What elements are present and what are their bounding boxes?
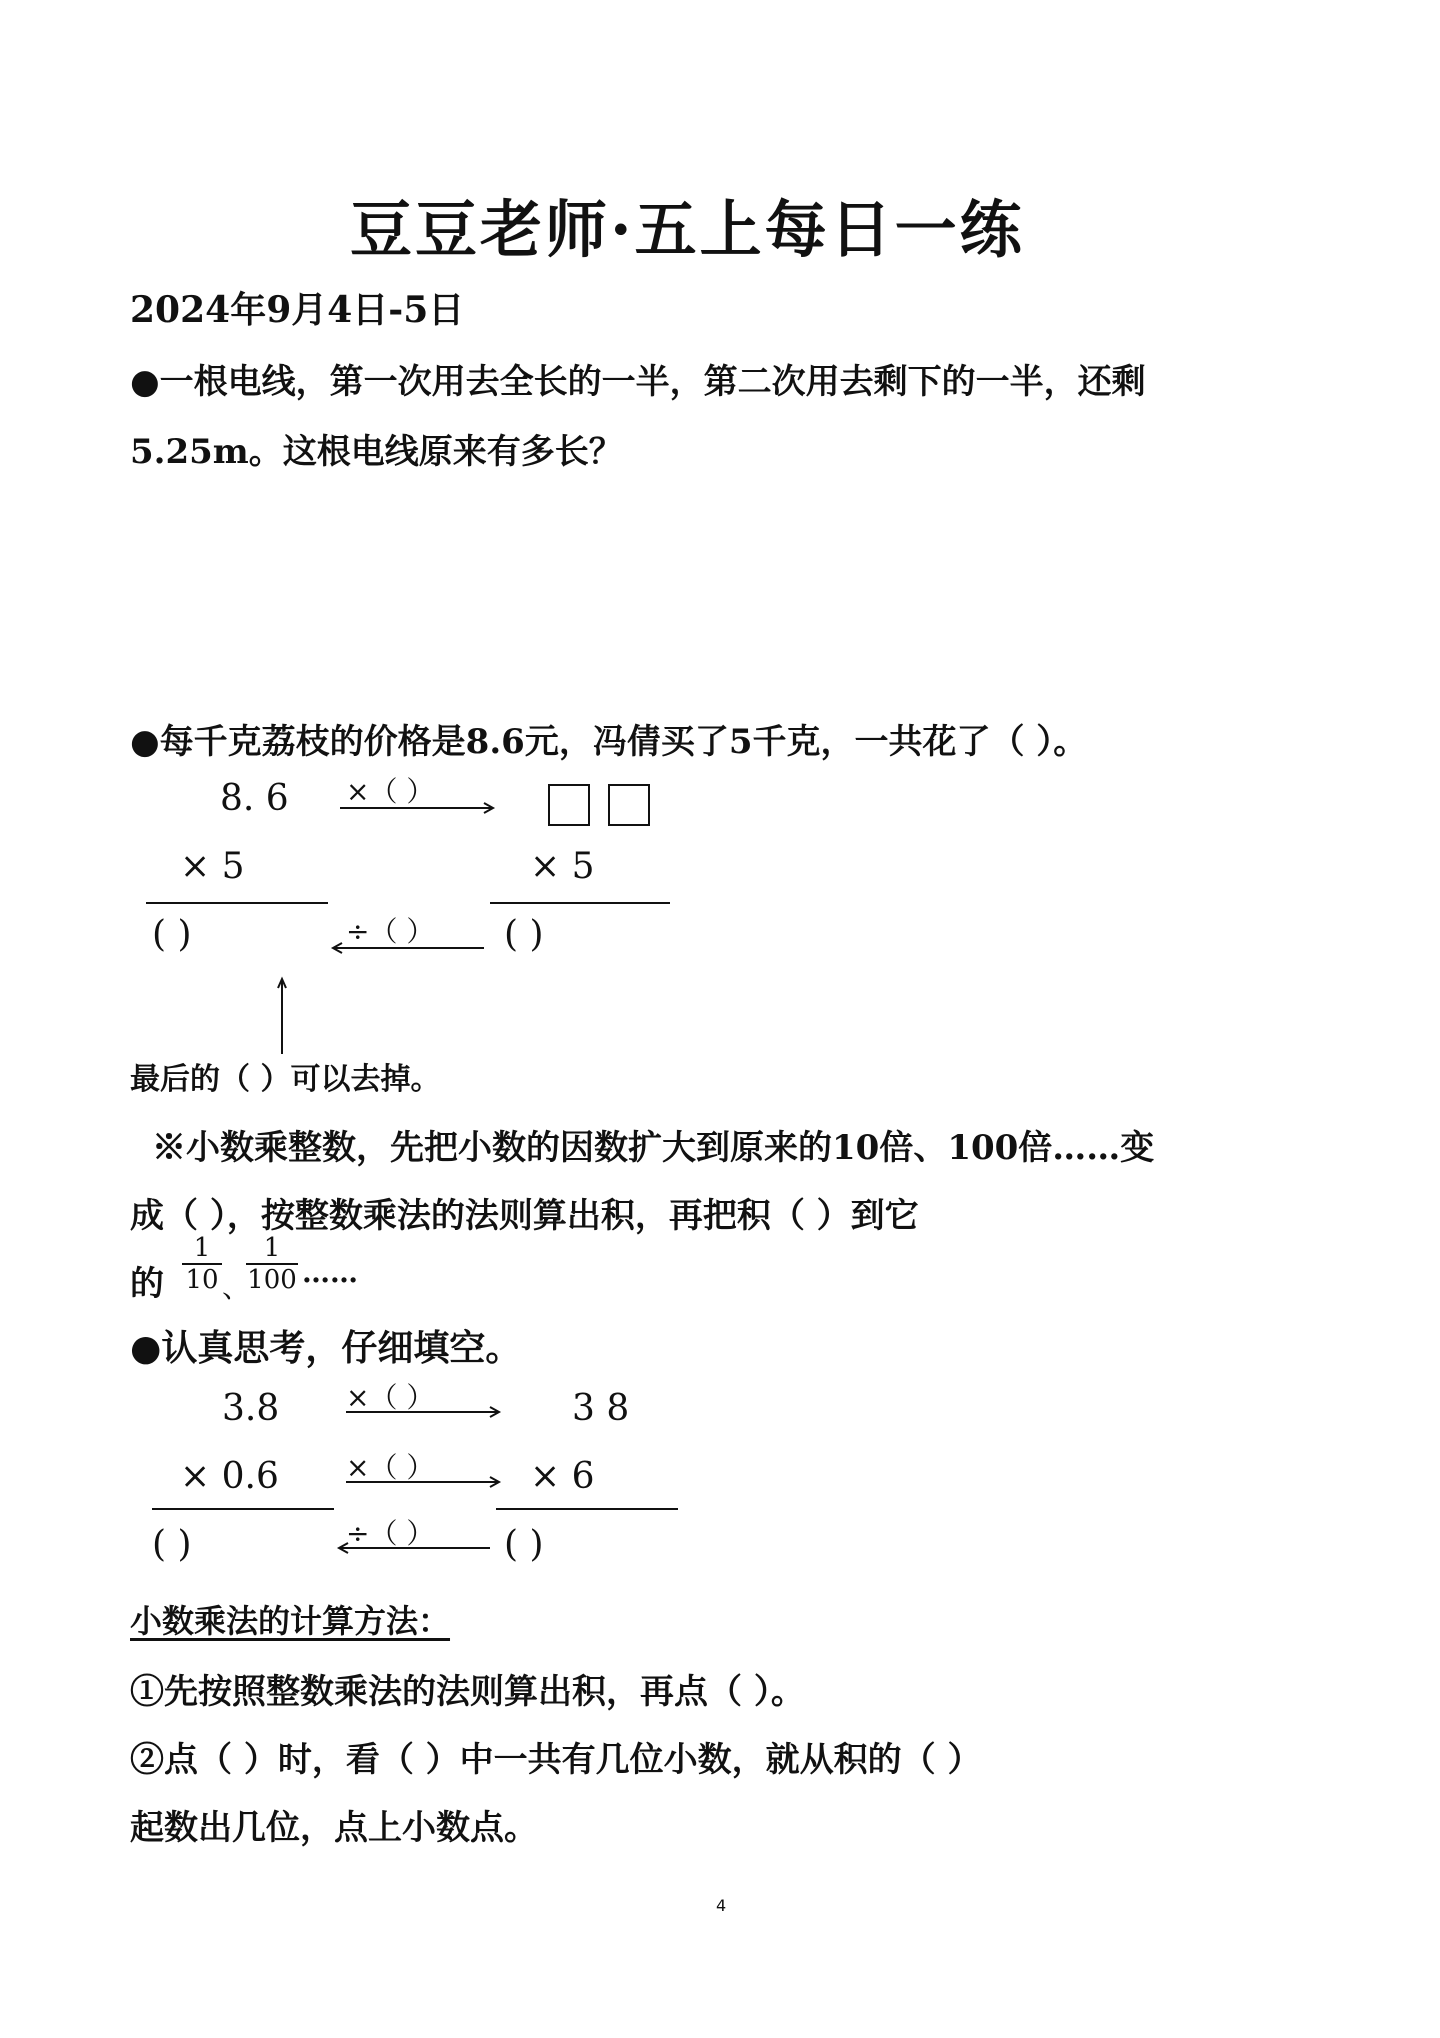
rule-line-3-suffix: ……	[302, 1256, 358, 1289]
page-number: 4	[716, 1896, 727, 1915]
method-step-2: ②点（ ）时，看（ ）中一共有几位小数，就从积的（ ）	[130, 1740, 982, 1780]
q3-right-result: ( )	[504, 1524, 544, 1565]
fraction-one-hundredth-numerator: 1	[263, 1233, 281, 1263]
answer-box-ones[interactable]	[608, 784, 650, 826]
method-step-3: 起数出几位，点上小数点。	[130, 1808, 538, 1848]
q3-arrow-2	[346, 1474, 506, 1494]
q2-left-multiplicand: 8. 6	[220, 778, 289, 819]
q3-left-result: ( )	[152, 1524, 192, 1565]
q2-right-result: ( )	[504, 914, 544, 955]
q2-right-multiplier: × 5	[530, 846, 595, 887]
date-line: 2024年9月4日-5日	[130, 289, 465, 331]
rule-line-2: 成（ ），按整数乘法的法则算出积，再把积（ ）到它	[130, 1196, 919, 1236]
q3-right-multiplier: × 6	[530, 1456, 595, 1497]
up-arrow	[276, 976, 288, 1056]
fraction-separator: 、	[222, 1271, 251, 1304]
question-1-line-1: ●一根电线，第一次用去全长的一半，第二次用去剩下的一半，还剩	[130, 362, 1146, 402]
fraction-one-tenth	[182, 1234, 222, 1294]
rule-line-1: ※小数乘整数，先把小数的因数扩大到原来的10倍、100倍……变	[152, 1128, 1155, 1168]
q3-arrow-1-label: ×（ ）	[346, 1381, 435, 1414]
fraction-one-hundredth	[246, 1234, 298, 1294]
rule-line-3-prefix: 的	[130, 1264, 164, 1304]
q2-note: 最后的（ ）可以去掉。	[130, 1062, 441, 1097]
q3-left-rule	[152, 1508, 334, 1510]
question-2-text: ●每千克荔枝的价格是8.6元，冯倩买了5千克，一共花了（ ）。	[130, 722, 1088, 762]
q2-left-multiplier: × 5	[180, 846, 245, 887]
q2-right-rule	[490, 902, 670, 904]
q2-arrow-top-label: ×（ ）	[346, 775, 435, 808]
q3-arrow-2-label: ×（ ）	[346, 1451, 435, 1484]
q3-left-multiplicand: 3.8	[222, 1388, 280, 1429]
question-3-heading: ●认真思考，仔细填空。	[130, 1327, 522, 1369]
answer-box-tens[interactable]	[548, 784, 590, 826]
q2-left-result: ( )	[152, 914, 192, 955]
method-heading: 小数乘法的计算方法：	[130, 1602, 451, 1640]
question-1-line-2: 5.25m。这根电线原来有多长？	[130, 432, 623, 472]
q3-right-rule	[496, 1508, 678, 1510]
q2-left-rule	[146, 902, 328, 904]
q3-arrow-1	[346, 1404, 506, 1424]
q3-arrow-3-label: ÷（ ）	[346, 1517, 435, 1550]
method-step-1: ①先按照整数乘法的法则算出积，再点（ ）。	[130, 1672, 805, 1712]
page-title: 豆豆老师·五上每日一练	[350, 193, 1025, 266]
q3-arrow-3	[334, 1540, 494, 1560]
q2-arrow-bottom	[328, 940, 488, 960]
fraction-one-hundredth-denominator: 100	[247, 1265, 297, 1295]
q3-right-multiplicand: 3 8	[572, 1388, 630, 1429]
q2-arrow-bottom-label: ÷（ ）	[346, 915, 435, 948]
q2-arrow-top	[340, 800, 500, 820]
fraction-one-tenth-numerator: 1	[193, 1233, 211, 1263]
q3-left-multiplier: × 0.6	[180, 1456, 279, 1497]
fraction-one-tenth-denominator: 10	[185, 1265, 219, 1295]
